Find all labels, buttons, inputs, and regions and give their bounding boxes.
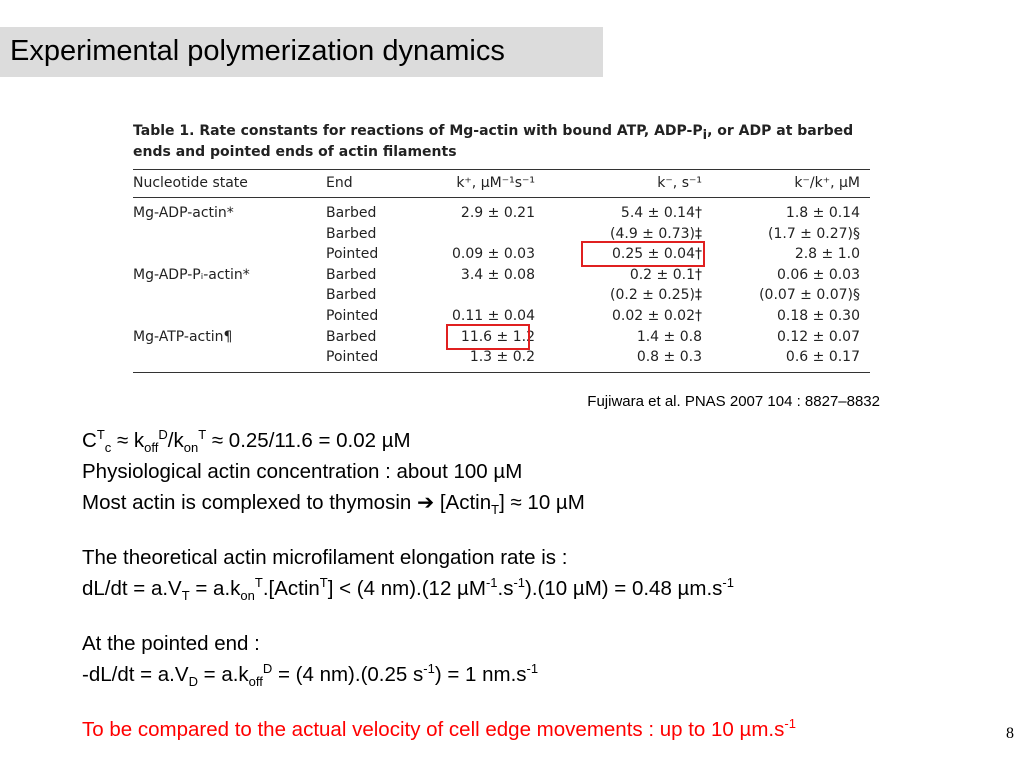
table-row: Pointed 1.3 ± 0.2 0.8 ± 0.3 0.6 ± 0.17 (326, 349, 860, 365)
table-row: Pointed 0.09 ± 0.03 0.25 ± 0.04† 2.8 ± 1.0 (326, 246, 860, 262)
table-header-rule (133, 197, 870, 198)
highlight-box-kon (446, 324, 530, 350)
table-header-row (133, 173, 870, 193)
pointed-end-equation: $-dL/dt = a.V_D = a.k_{off}^D = (4$ nm).(0.25 $s^{-1}) = 1$ $nm.s^{-1}$ (82, 661, 539, 690)
highlight-box-koff (581, 241, 705, 267)
table-caption: Table 1. Rate constants for reactions of Mg-actin with bound ATP, ADP-$P_i$, or ADP at barbed ends and pointed ends of actin filaments (133, 123, 854, 160)
rate-constants-table (133, 121, 870, 375)
slide-title: Experimental polymerization dynamics (10, 35, 505, 67)
table-row: Mg-ADP-actin* Barbed 2.9 ± 0.21 5.4 ± 0.14† 1.8 ± 0.14 (133, 205, 860, 221)
physiological-concentration-line: Physiological actin concentration : about 100 µM (82, 460, 523, 483)
table-row: Mg-ATP-actin¶ Barbed 11.6 ± 1.2 1.4 ± 0.8 0.12 ± 0.07 (133, 329, 860, 345)
table-row: Mg-ADP-Pᵢ-actin* Barbed 3.4 ± 0.08 0.2 ± 0.1† 0.06 ± 0.03 (133, 267, 860, 283)
elongation-rate-equation: $dL/dt = a.V_T$ = $a.k_{on}^T.[Actin^T] < (4$ nm).(12 $\mu M^{-1}.s^{-1}).(10$ µM) = 0.48 $\mu m.s^{-1}$ (82, 575, 734, 604)
table-row: Pointed 0.11 ± 0.04 0.02 ± 0.02† 0.18 ± 0.30 (326, 308, 860, 324)
citation: Fujiwara et al. PNAS 2007 104 : 8827–8832 (587, 393, 880, 410)
table-bottom-rule (133, 372, 870, 373)
slide-body (82, 425, 982, 745)
header-end: End (326, 175, 353, 191)
pointed-end-heading: At the pointed end : (82, 632, 260, 655)
table-row: Barbed (0.2 ± 0.25)‡ (0.07 ± 0.07)§ (326, 287, 860, 303)
elongation-rate-heading: The theoretical actin microfilament elongation rate is : (82, 546, 568, 569)
thymosin-line: Most actin is complexed to thymosin ➔ [Actin$_T$] ≈ 10 µM (82, 491, 585, 518)
header-koff: k⁻, s⁻¹ (657, 175, 702, 191)
title-banner (0, 27, 603, 77)
page-number: 8 (1006, 725, 1014, 742)
header-ratio: k⁻/k⁺, μM (794, 175, 860, 191)
arrow-icon: ➔ (416, 491, 435, 514)
critical-concentration-line: $C^T_c \approx k_{off}^D/k_{on}^T \approx 0.25/11.6 = 0.02$ µM (82, 427, 411, 456)
header-state: Nucleotide state (133, 175, 248, 191)
comparison-note: To be compared to the actual velocity of cell edge movements : up to 10 $\mu m.s^{-1}$ (82, 716, 796, 741)
table-row: Barbed (4.9 ± 0.73)‡ (1.7 ± 0.27)§ (326, 226, 860, 242)
table-top-rule (133, 169, 870, 170)
header-kon: k⁺, μM⁻¹s⁻¹ (456, 175, 535, 191)
